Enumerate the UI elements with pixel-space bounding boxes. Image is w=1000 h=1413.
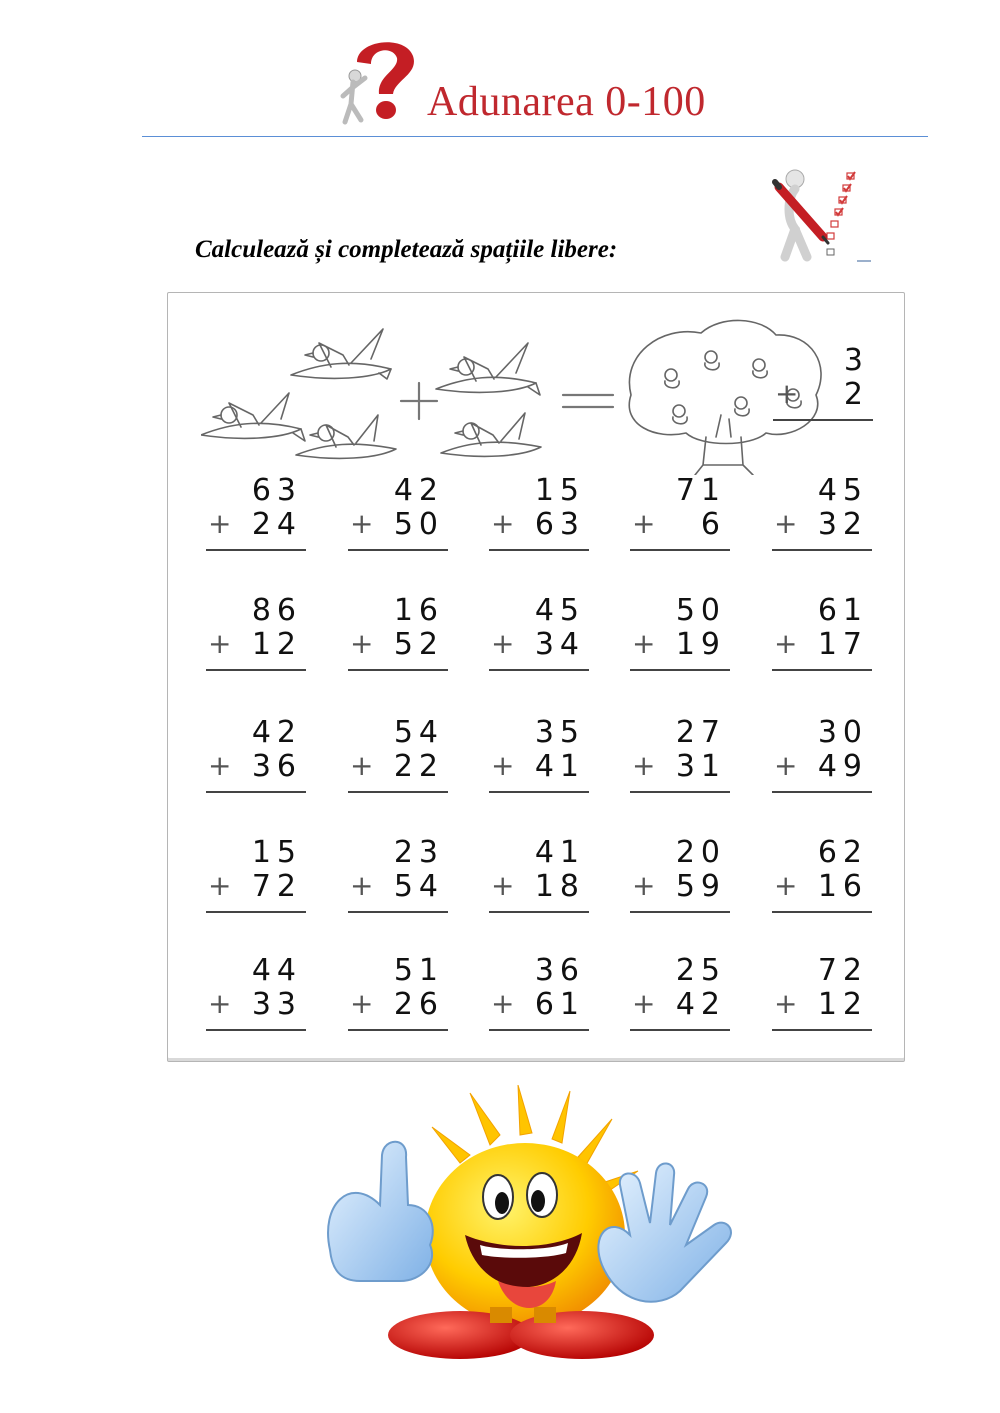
sum-line [630,911,730,913]
plus-sign: + [208,749,232,782]
addend-bottom: 52 [393,627,444,662]
addition-problem [206,715,306,795]
addend-bottom: 50 [393,507,444,542]
sum-line [772,549,872,551]
addition-problem [348,953,448,1033]
exercise-panel [167,292,905,1062]
addition-problem [489,473,589,553]
addend-top: 35 [534,715,585,750]
addend-top: 72 [817,953,868,988]
addition-problem [489,835,589,915]
sum-line [206,549,306,551]
addend-bottom: 42 [675,987,726,1022]
sum-line [348,669,448,671]
addition-problem [772,593,872,673]
addition-problem [348,835,448,915]
sum-line [489,549,589,551]
plus-sign: + [632,749,656,782]
plus-sign: + [774,749,798,782]
addend-top: 41 [534,835,585,870]
checklist-pen-figure-icon [765,165,880,265]
sum-line [489,1029,589,1031]
addend-top: 42 [251,715,302,750]
addend-top: 16 [393,593,444,628]
addend-bottom: 17 [817,627,868,662]
addend-top: 54 [393,715,444,750]
sum-line [489,669,589,671]
plus-sign: + [208,987,232,1020]
addition-problem [630,473,730,553]
example-addend-top: 3 [843,343,869,378]
plus-sign: + [350,749,374,782]
plus-sign: + [491,869,515,902]
addition-problem [489,953,589,1033]
addend-top: 42 [393,473,444,508]
plus-sign: + [632,987,656,1020]
plus-sign: + [632,627,656,660]
addend-top: 51 [393,953,444,988]
addend-top: 86 [251,593,302,628]
plus-sign: + [774,627,798,660]
plus-sign: + [208,627,232,660]
plus-sign: + [774,507,798,540]
addend-top: 63 [251,473,302,508]
sum-line [348,911,448,913]
sum-line [630,791,730,793]
addition-problem [489,593,589,673]
question-mark-figure-icon [335,32,430,127]
addend-bottom: 12 [251,627,302,662]
addition-problem [206,835,306,915]
sum-line [772,911,872,913]
addend-top: 23 [393,835,444,870]
addition-problem [489,715,589,795]
addend-bottom: 19 [675,627,726,662]
addend-top: 45 [534,593,585,628]
plus-sign: + [208,507,232,540]
plus-sign: + [350,987,374,1020]
sum-line [630,1029,730,1031]
addend-bottom: 24 [251,507,302,542]
addend-bottom: 18 [534,869,585,904]
addition-problem [772,835,872,915]
addend-top: 44 [251,953,302,988]
addend-bottom: 12 [817,987,868,1022]
sum-line [348,1029,448,1031]
plus-sign: + [491,749,515,782]
addend-top: 30 [817,715,868,750]
plus-sign: + [208,869,232,902]
example-plus-sign: + [775,377,799,410]
title-divider [142,136,928,137]
thumbs-up-sun-icon [320,1085,750,1360]
sum-line [348,791,448,793]
addend-bottom: 59 [675,869,726,904]
addend-top: 61 [817,593,868,628]
addition-problem [348,473,448,553]
sum-line [348,549,448,551]
sum-line [772,1029,872,1031]
addend-bottom: 41 [534,749,585,784]
plus-sign: + [491,987,515,1020]
plus-sign: + [632,507,656,540]
sum-line [489,911,589,913]
plus-sign: + [491,507,515,540]
addition-problem [772,715,872,795]
addition-problem [630,835,730,915]
addend-bottom: 32 [817,507,868,542]
page-header [0,0,1000,140]
plus-sign: + [350,869,374,902]
addend-top: 20 [675,835,726,870]
addend-bottom: 16 [817,869,868,904]
sum-line [206,1029,306,1031]
addition-problem [772,953,872,1033]
addition-problem [630,715,730,795]
sum-line [772,669,872,671]
sum-line [206,911,306,913]
plus-sign: + [774,869,798,902]
addend-top: 15 [534,473,585,508]
addend-top: 27 [675,715,726,750]
page-title: Adunarea 0-100 [427,79,706,125]
addend-top: 25 [675,953,726,988]
instruction-text: Calculează și completează spațiile libere: [195,236,618,263]
addend-bottom: 6 [700,507,726,542]
addend-top: 71 [675,473,726,508]
addition-problem [206,953,306,1033]
example-sum-line [773,419,873,421]
addend-top: 50 [675,593,726,628]
addend-top: 36 [534,953,585,988]
addition-problem [206,593,306,673]
addend-bottom: 31 [675,749,726,784]
addend-bottom: 63 [534,507,585,542]
plus-sign: + [350,507,374,540]
addend-top: 45 [817,473,868,508]
addition-problem [206,473,306,553]
addition-problem [348,715,448,795]
addend-bottom: 61 [534,987,585,1022]
addend-bottom: 49 [817,749,868,784]
addend-top: 62 [817,835,868,870]
plus-sign: + [491,627,515,660]
example-problem [773,343,873,423]
addend-top: 15 [251,835,302,870]
sum-line [206,669,306,671]
addend-bottom: 72 [251,869,302,904]
addition-problem [348,593,448,673]
sum-line [206,791,306,793]
sum-line [489,791,589,793]
example-addend-bottom: 2 [843,377,869,412]
addend-bottom: 54 [393,869,444,904]
addend-bottom: 36 [251,749,302,784]
addition-problem [630,953,730,1033]
sum-line [772,791,872,793]
sum-line [630,549,730,551]
addition-problem [630,593,730,673]
addend-bottom: 26 [393,987,444,1022]
sum-line [630,669,730,671]
addend-bottom: 33 [251,987,302,1022]
addition-problem [772,473,872,553]
addend-bottom: 22 [393,749,444,784]
addend-bottom: 34 [534,627,585,662]
plus-sign: + [632,869,656,902]
plus-sign: + [774,987,798,1020]
plus-sign: + [350,627,374,660]
